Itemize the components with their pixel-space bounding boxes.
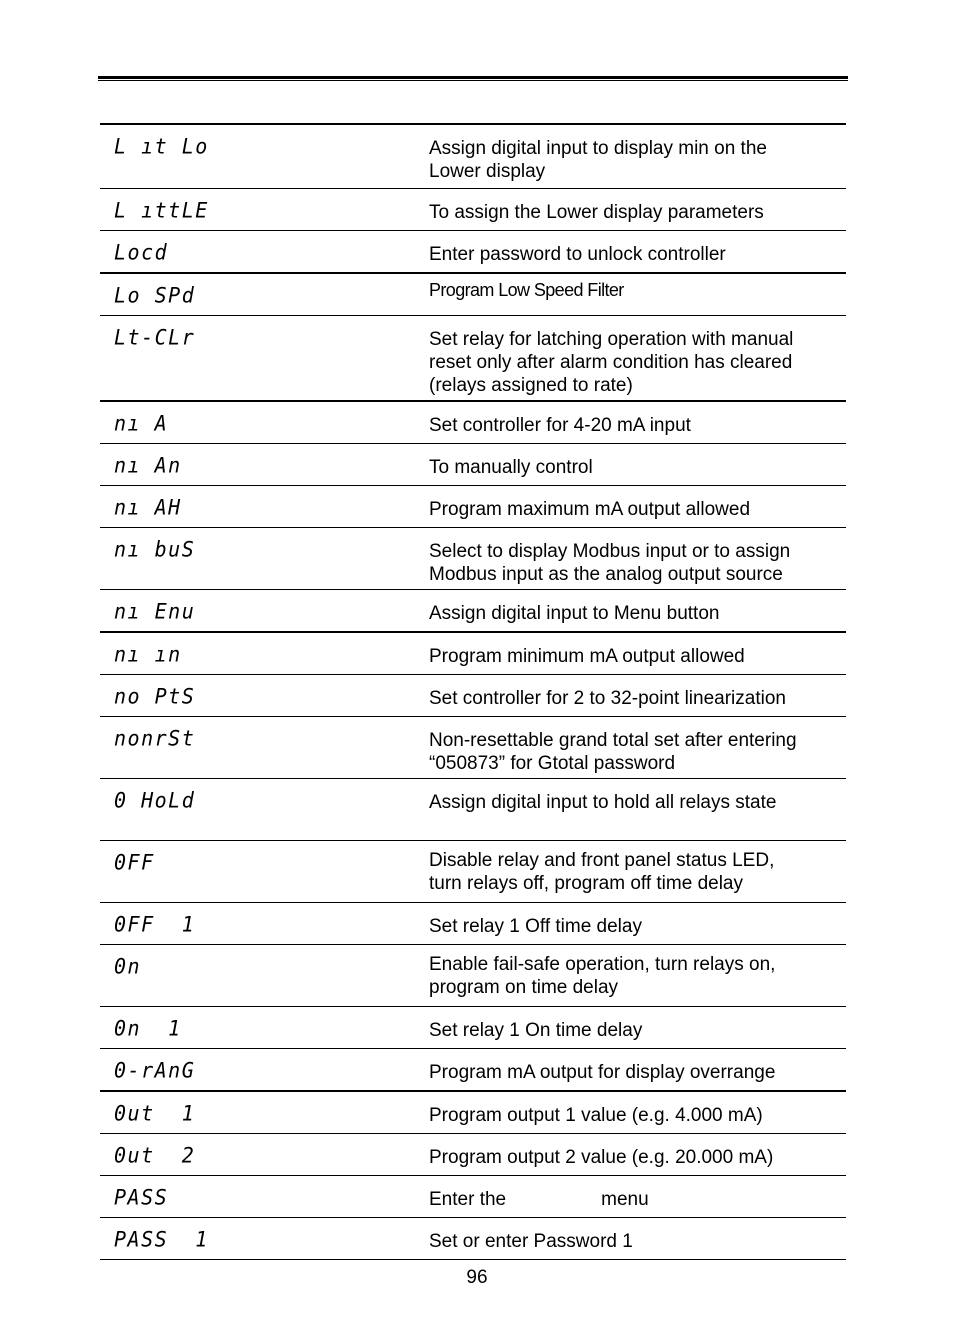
description: Set controller for 2 to 32-point linearization (429, 688, 786, 709)
description: Set relay 1 Off time delay (429, 916, 642, 937)
table-row (100, 675, 846, 717)
table-row (100, 1092, 846, 1134)
display-code: 0 HoLd (114, 787, 196, 813)
display-code: 0FF (114, 849, 155, 875)
table-row (100, 779, 846, 841)
table-row (100, 528, 846, 590)
description: Program Low Speed Filter (429, 280, 624, 300)
display-code: no PtS (114, 683, 196, 709)
description: Set or enter Password 1 (429, 1231, 633, 1252)
table-row (100, 945, 846, 1007)
table-row (100, 274, 846, 316)
display-code: nı ın (114, 641, 182, 667)
display-code: Lt-CLr (114, 324, 196, 350)
table-row (100, 402, 846, 444)
page-number: 96 (466, 1267, 488, 1288)
table-row (100, 444, 846, 486)
description: Program mA output for display overrange (429, 1062, 776, 1083)
table-row (100, 903, 846, 945)
description: Program output 2 value (e.g. 20.000 mA) (429, 1147, 774, 1168)
table-row (100, 1049, 846, 1092)
display-code: Locd (114, 239, 169, 265)
description: Non-resettable grand total set after entering “050873” for Gtotal password (429, 730, 797, 774)
description: Program maximum mA output allowed (429, 499, 751, 520)
display-code: PASS (114, 1184, 169, 1210)
description: Enter the menu (429, 1189, 649, 1210)
table-row (100, 1134, 846, 1176)
display-code: nonrSt (114, 725, 196, 751)
display-code: 0FF 1 (114, 911, 196, 937)
header-rule (98, 76, 848, 79)
table-row (100, 1218, 846, 1260)
description: Assign digital input to Menu button (429, 603, 720, 624)
description: Program output 1 value (e.g. 4.000 mA) (429, 1105, 763, 1126)
display-code: nı buS (114, 536, 196, 562)
display-code: nı Enu (114, 598, 196, 624)
table-row (100, 590, 846, 633)
display-code: 0n (114, 953, 142, 979)
display-code: L ıt Lo (114, 133, 209, 159)
display-code: Lo SPd (114, 282, 196, 308)
description: Enter password to unlock controller (429, 244, 726, 265)
table-row (100, 633, 846, 675)
display-code: L ıttLE (114, 197, 209, 223)
table-row (100, 231, 846, 274)
display-code: 0n 1 (114, 1015, 182, 1041)
table-row (100, 1007, 846, 1049)
description: Disable relay and front panel status LED, turn relays off, program off time delay (429, 850, 775, 894)
description: To assign the Lower display parameters (429, 202, 764, 223)
description: To manually control (429, 457, 593, 478)
description: Set relay 1 On time delay (429, 1020, 643, 1041)
description: Assign digital input to hold all relays state (429, 792, 777, 813)
display-code: PASS 1 (114, 1226, 209, 1252)
description: Program minimum mA output allowed (429, 646, 745, 667)
description: Assign digital input to display min on the Lower display (429, 138, 767, 182)
table-row (100, 1176, 846, 1218)
description: Enable fail-safe operation, turn relays on, program on time delay (429, 954, 776, 998)
display-code: nı AH (114, 494, 182, 520)
table-row (100, 316, 846, 402)
table-row (100, 841, 846, 903)
display-code: 0-rAnG (114, 1057, 196, 1083)
display-code: 0ut 2 (114, 1142, 196, 1168)
description: Select to display Modbus input or to assign Modbus input as the analog output source (429, 541, 791, 585)
display-code: 0ut 1 (114, 1100, 196, 1126)
display-code: nı An (114, 452, 182, 478)
table-row (100, 486, 846, 528)
table-row (100, 125, 846, 189)
description: Set relay for latching operation with manual reset only after alarm condition has cleared (relays assigned to rate) (429, 329, 794, 396)
table-row (100, 717, 846, 779)
display-code: nı A (114, 410, 169, 436)
description: Set controller for 4-20 mA input (429, 415, 691, 436)
table-row (100, 189, 846, 231)
parameter-table (100, 123, 846, 1260)
